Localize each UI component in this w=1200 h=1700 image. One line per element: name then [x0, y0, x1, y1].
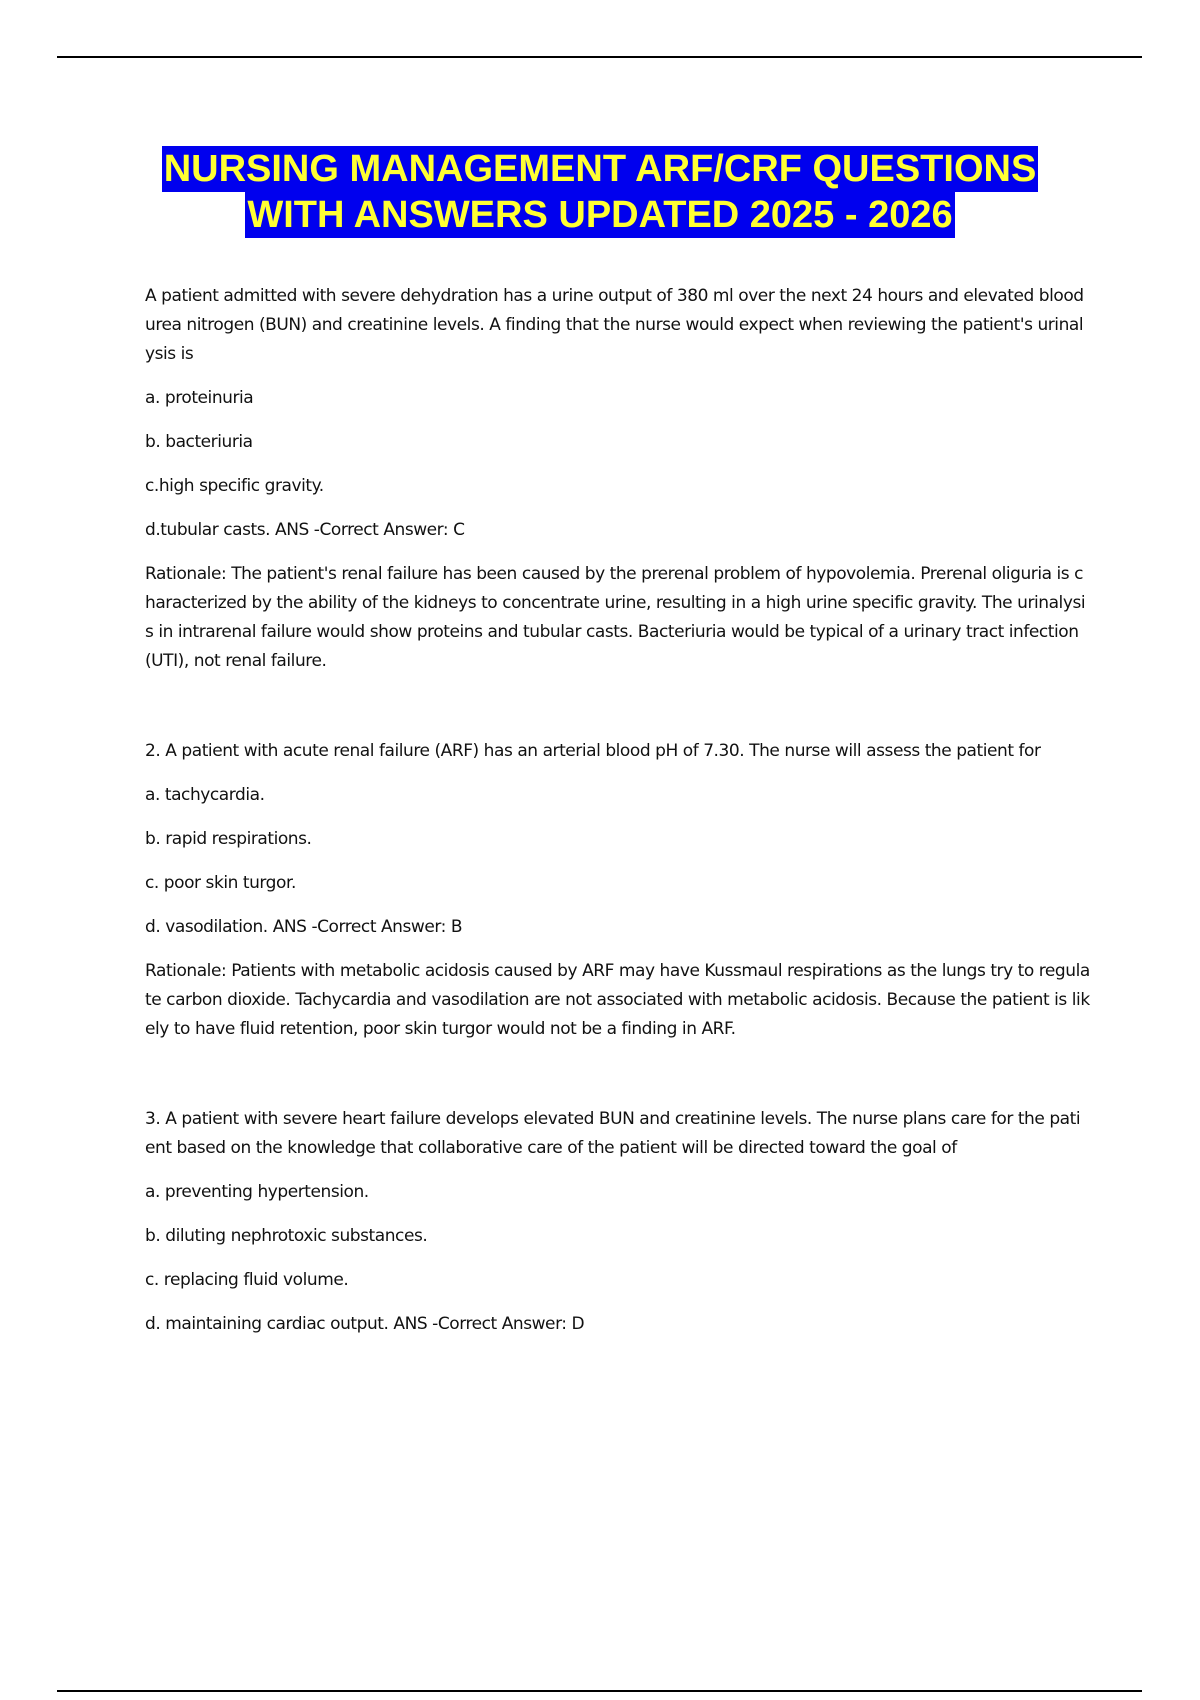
question-stem: A patient admitted with severe dehydration has a urine output of 380 ml over the next 24 hours and elevated blood urea nitrogen (BUN) and creatinine levels. A finding that the nurse would expect when reviewing the patient's urinalysis is: [145, 286, 1084, 364]
rationale: Rationale: Patients with metabolic acidosis caused by ARF may have Kussmaul respirations as the lungs try to regulate carbon dioxide. Tachycardia and vasodilation are not associated with metabolic acidosis. Because the patient is likely to have fluid retention, poor skin turgor would not be a finding in ARF.: [145, 961, 1090, 1039]
answer-option-d: d. vasodilation. ANS -Correct Answer: B: [145, 917, 463, 937]
answer-option-c: c.high specific gravity.: [145, 476, 324, 496]
rationale: Rationale: The patient's renal failure has been caused by the prerenal problem of hypovolemia. Prerenal oliguria is characterized by the ability of the kidneys to concentrate urine, resulting in a high urine specific gravity. The urinalysis in intrarenal failure would show proteins and tubular casts. Bacteriuria would be typical of a urinary tract infection (UTI), not renal failure.: [145, 564, 1086, 671]
question-stem: 2. A patient with acute renal failure (ARF) has an arterial blood pH of 7.30. The nurse will assess the patient for: [145, 741, 1041, 761]
document-title: [0, 146, 1200, 238]
answer-option-a: a. tachycardia.: [145, 785, 265, 805]
answer-option-c: c. poor skin turgor.: [145, 873, 296, 893]
top-rule: [57, 56, 1142, 58]
title-line-2: WITH ANSWERS UPDATED 2025 - 2026: [247, 194, 953, 236]
answer-option-d: d.tubular casts. ANS -Correct Answer: C: [145, 520, 465, 540]
question-1: [145, 282, 1090, 676]
answer-option-b: b. bacteriuria: [145, 432, 253, 452]
answer-option-c: c. replacing fluid volume.: [145, 1270, 349, 1290]
title-line-1: NURSING MANAGEMENT ARF/CRF QUESTIONS: [163, 148, 1037, 190]
question-3: [145, 1105, 1090, 1339]
answer-option-a: a. proteinuria: [145, 388, 254, 408]
answer-option-b: b. rapid respirations.: [145, 829, 312, 849]
answer-option-a: a. preventing hypertension.: [145, 1182, 369, 1202]
answer-option-b: b. diluting nephrotoxic substances.: [145, 1226, 428, 1246]
answer-option-d: d. maintaining cardiac output. ANS -Correct Answer: D: [145, 1314, 585, 1334]
document-body: [145, 282, 1090, 1354]
bottom-rule: [57, 1690, 1142, 1692]
question-stem: 3. A patient with severe heart failure develops elevated BUN and creatinine levels. The nurse plans care for the patient based on the knowledge that collaborative care of the patient will be directed toward the goal of: [145, 1109, 1081, 1158]
question-2: [145, 737, 1090, 1044]
